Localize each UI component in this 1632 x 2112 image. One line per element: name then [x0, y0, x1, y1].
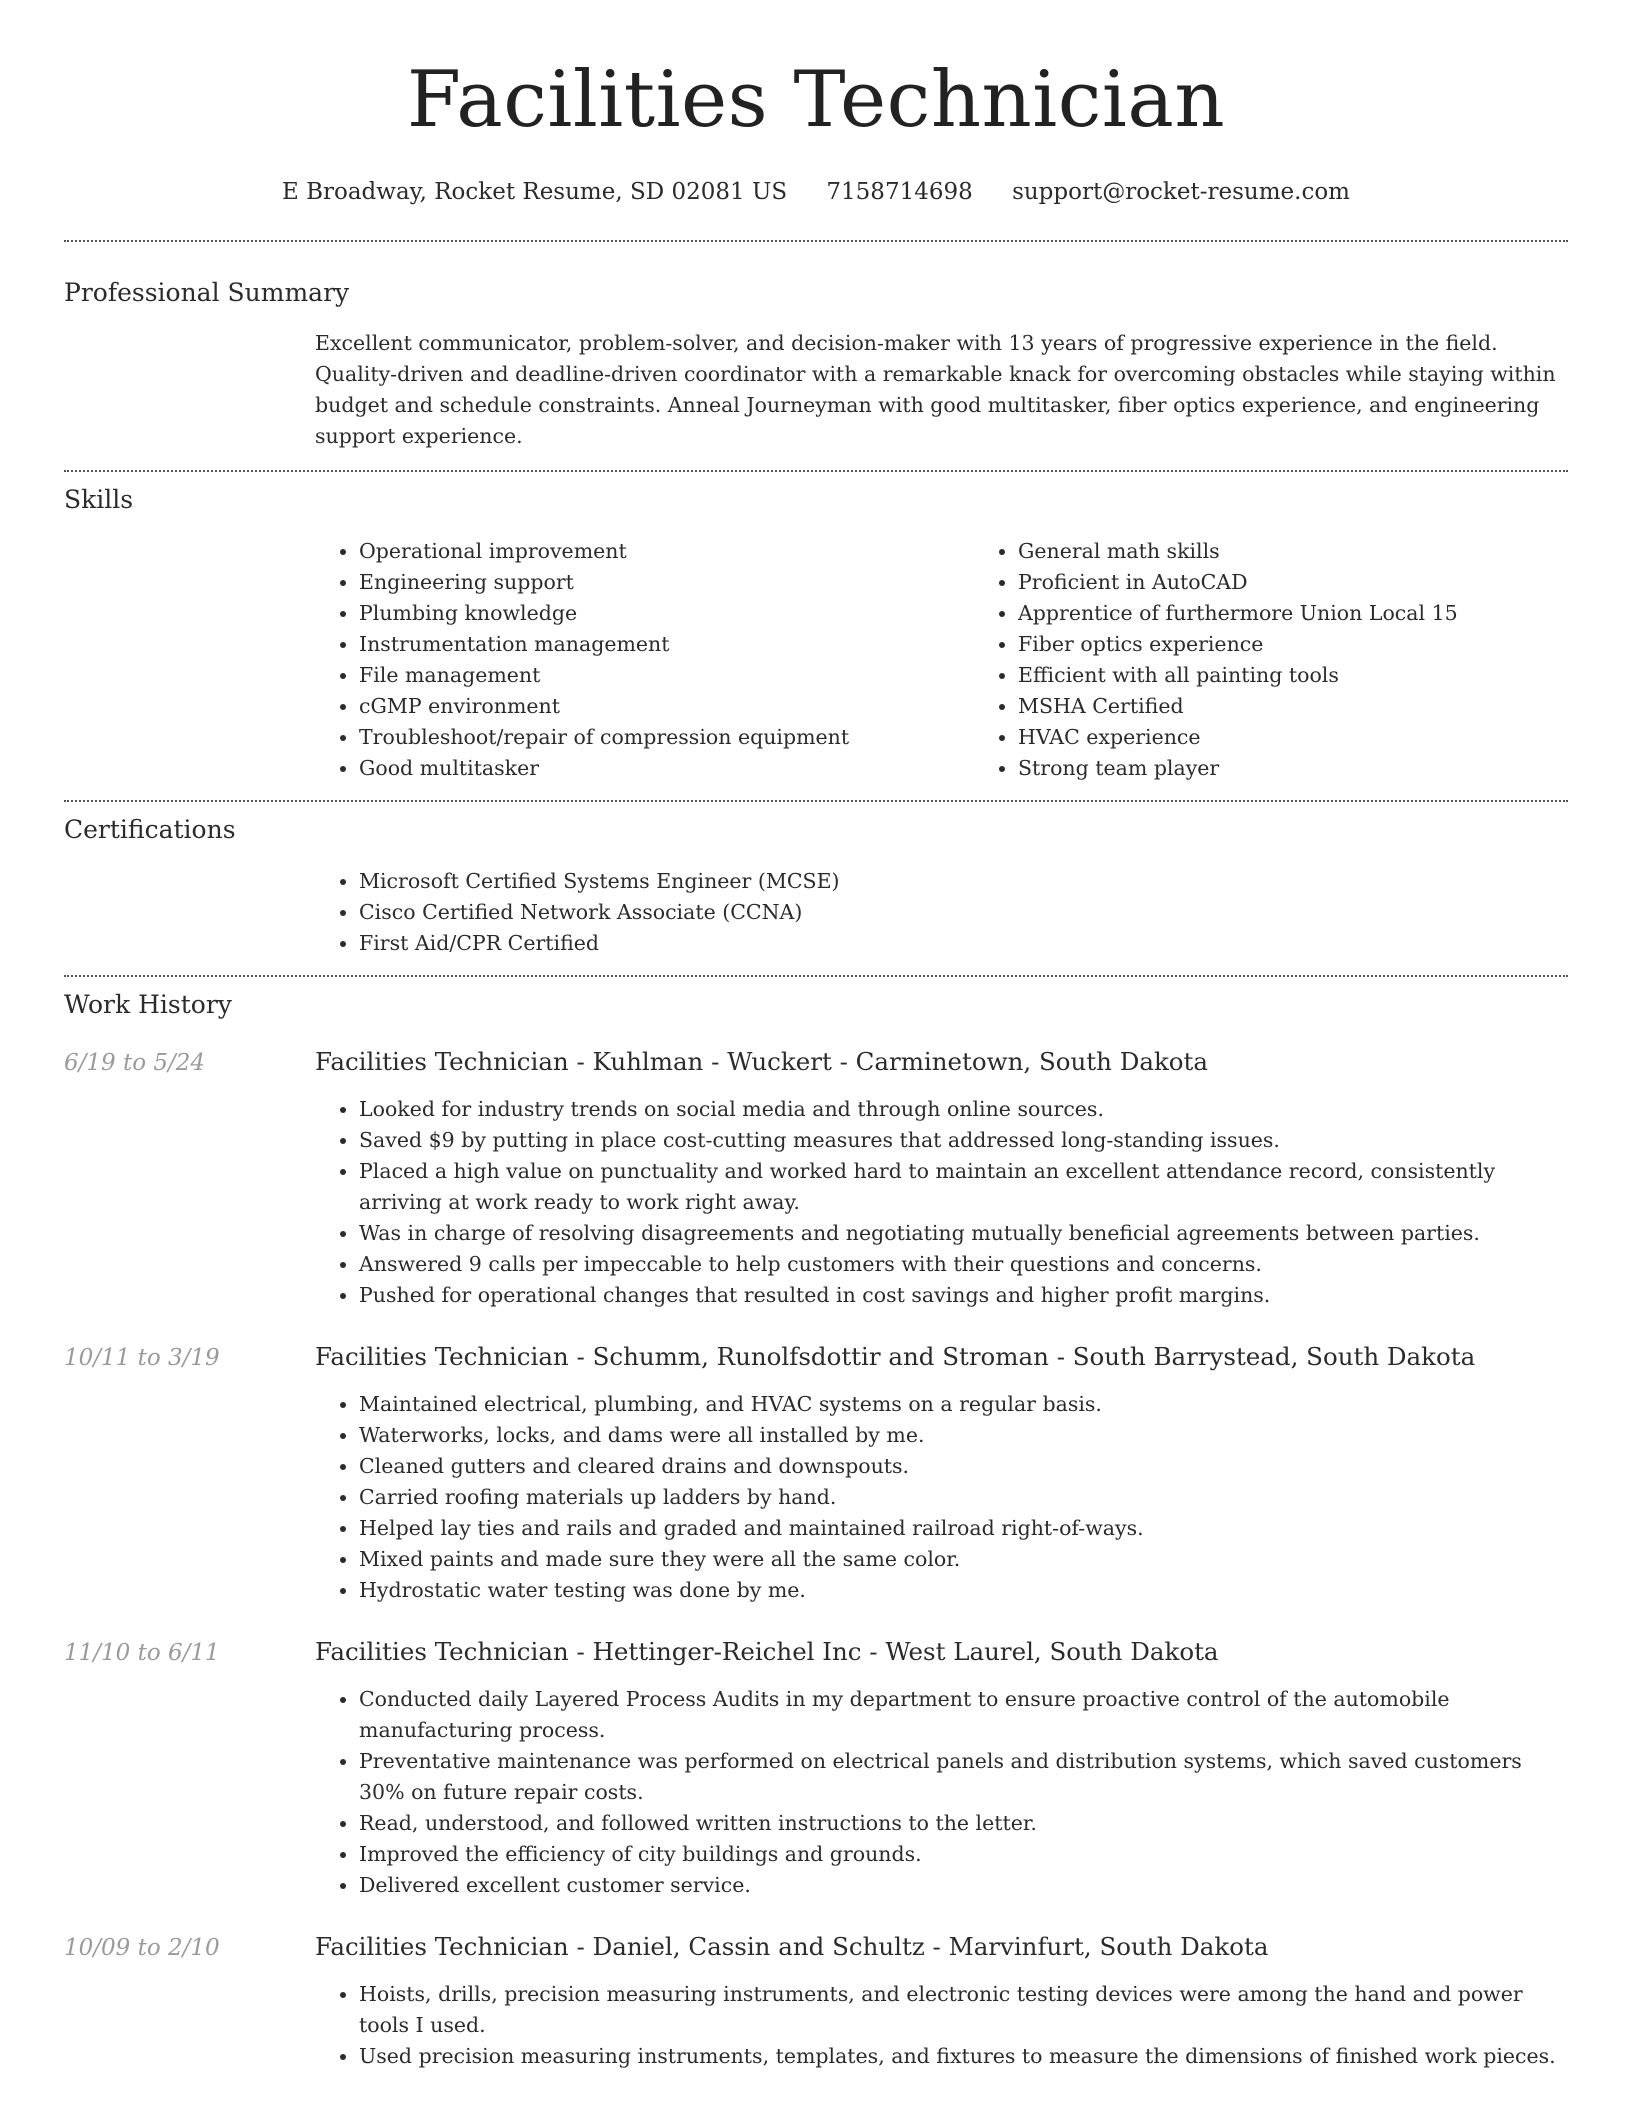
work-history-heading: Work History [64, 990, 232, 1019]
list-item: • Microsoft Certified Systems Engineer (MCSE) [359, 866, 1568, 897]
job-title: Facilities Technician - Hettinger-Reichel Inc - West Laurel, South Dakota [315, 1637, 1219, 1666]
summary-text: Excellent communicator, problem-solver, and decision-maker with 13 years of progressive experience in the field. Quality-driven and deadline-driven coordinator with a remarkable knack for overcoming obstacles while staying within budget and schedule constraints. Anneal Journeyman with good multitasker, fiber optics experience, and engineering support experience. [315, 331, 1556, 448]
list-item: • Pushed for operational changes that resulted in cost savings and higher profit margins. [359, 1280, 1568, 1311]
list-item: • MSHA Certified [1018, 691, 1632, 722]
certifications-heading: Certifications [64, 815, 236, 844]
certifications-list [315, 866, 1568, 959]
list-item: • Read, understood, and followed written instructions to the letter. [359, 1808, 1568, 1839]
job-bullets [315, 1979, 1568, 2072]
job-dates: 6/19 to 5/24 [64, 1050, 206, 1076]
list-item: • Good multitasker [359, 753, 974, 784]
job-header [64, 1930, 1568, 1965]
job-dates: 10/11 to 3/19 [64, 1345, 220, 1371]
candidate-name: Facilities Technician [406, 55, 1226, 145]
job-entry [64, 1930, 1568, 2072]
resume-header [0, 0, 1632, 208]
list-item: • Maintained electrical, plumbing, and HVAC systems on a regular basis. [359, 1389, 1568, 1420]
list-item: • Improved the efficiency of city buildings and grounds. [359, 1839, 1568, 1870]
job-title: Facilities Technician - Kuhlman - Wuckert - Carminetown, South Dakota [315, 1047, 1208, 1076]
list-item: • Fiber optics experience [1018, 629, 1632, 660]
list-item: • Used precision measuring instruments, templates, and fixtures to measure the dimensions of finished work pieces. [359, 2041, 1568, 2072]
list-item: • Was in charge of resolving disagreements and negotiating mutually beneficial agreements between parties. [359, 1218, 1568, 1249]
list-item: • Saved $9 by putting in place cost-cutting measures that addressed long-standing issues. [359, 1125, 1568, 1156]
list-item: • Waterworks, locks, and dams were all installed by me. [359, 1420, 1568, 1451]
list-item: • File management [359, 660, 974, 691]
list-item: • Answered 9 calls per impeccable to help customers with their questions and concerns. [359, 1249, 1568, 1280]
list-item: • HVAC experience [1018, 722, 1632, 753]
job-title: Facilities Technician - Schumm, Runolfsdottir and Stroman - South Barrystead, South Dakota [315, 1342, 1476, 1371]
list-item: • Proficient in AutoCAD [1018, 567, 1632, 598]
job-header [64, 1045, 1568, 1080]
job-bullets [315, 1094, 1568, 1311]
job-entry [64, 1635, 1568, 1901]
list-item: • Cisco Certified Network Associate (CCNA) [359, 897, 1568, 928]
job-entry [64, 1340, 1568, 1606]
list-item: • Placed a high value on punctuality and worked hard to maintain an excellent attendance record, consistently arriving at work ready to work right away. [359, 1156, 1568, 1218]
job-dates: 11/10 to 6/11 [64, 1640, 220, 1666]
skills-list-right [974, 536, 1632, 784]
contact-phone: 7158714698 [826, 179, 973, 205]
list-item: • Helped lay ties and rails and graded and maintained railroad right-of-ways. [359, 1513, 1568, 1544]
work-history-section [0, 977, 1632, 2072]
list-item: • Strong team player [1018, 753, 1632, 784]
job-header [64, 1635, 1568, 1670]
skills-section [0, 472, 1632, 784]
list-item: • cGMP environment [359, 691, 974, 722]
job-bullets [315, 1389, 1568, 1606]
certifications-section [0, 802, 1632, 959]
list-item: • Engineering support [359, 567, 974, 598]
job-header [64, 1340, 1568, 1375]
list-item: • Hydrostatic water testing was done by me. [359, 1575, 1568, 1606]
job-bullets-wrap [315, 1684, 1568, 1901]
certifications-list-wrap [315, 866, 1568, 959]
list-item: • Cleaned gutters and cleared drains and downspouts. [359, 1451, 1568, 1482]
list-item: • Looked for industry trends on social media and through online sources. [359, 1094, 1568, 1125]
job-bullets [315, 1684, 1568, 1901]
job-entry [64, 1045, 1568, 1311]
contact-email: support@rocket-resume.com [1012, 179, 1350, 205]
list-item: • Apprentice of furthermore Union Local 15 [1018, 598, 1632, 629]
skills-columns [315, 536, 1568, 784]
skills-heading: Skills [64, 485, 134, 514]
contact-address: E Broadway, Rocket Resume, SD 02081 US [281, 179, 788, 205]
summary-heading: Professional Summary [64, 278, 350, 307]
list-item: • General math skills [1018, 536, 1632, 567]
list-item: • Preventative maintenance was performed on electrical panels and distribution systems, which saved customers 30% on future repair costs. [359, 1746, 1568, 1808]
list-item: • Plumbing knowledge [359, 598, 974, 629]
list-item: • Efficient with all painting tools [1018, 660, 1632, 691]
contact-line [0, 176, 1632, 208]
skills-list-left [315, 536, 974, 784]
job-title: Facilities Technician - Daniel, Cassin and Schultz - Marvinfurt, South Dakota [315, 1932, 1269, 1961]
list-item: • Operational improvement [359, 536, 974, 567]
list-item: • Conducted daily Layered Process Audits in my department to ensure proactive control of the automobile manufacturing process. [359, 1684, 1568, 1746]
list-item: • Troubleshoot/repair of compression equipment [359, 722, 974, 753]
job-bullets-wrap [315, 1094, 1568, 1311]
list-item: • Carried roofing materials up ladders by hand. [359, 1482, 1568, 1513]
list-item: • Mixed paints and made sure they were all the same color. [359, 1544, 1568, 1575]
list-item: • First Aid/CPR Certified [359, 928, 1568, 959]
list-item: • Hoists, drills, precision measuring instruments, and electronic testing devices were among the hand and power tools I used. [359, 1979, 1568, 2041]
summary-section [0, 242, 1632, 452]
job-bullets-wrap [315, 1979, 1568, 2072]
job-dates: 10/09 to 2/10 [64, 1935, 220, 1961]
list-item: • Instrumentation management [359, 629, 974, 660]
list-item: • Delivered excellent customer service. [359, 1870, 1568, 1901]
job-bullets-wrap [315, 1389, 1568, 1606]
